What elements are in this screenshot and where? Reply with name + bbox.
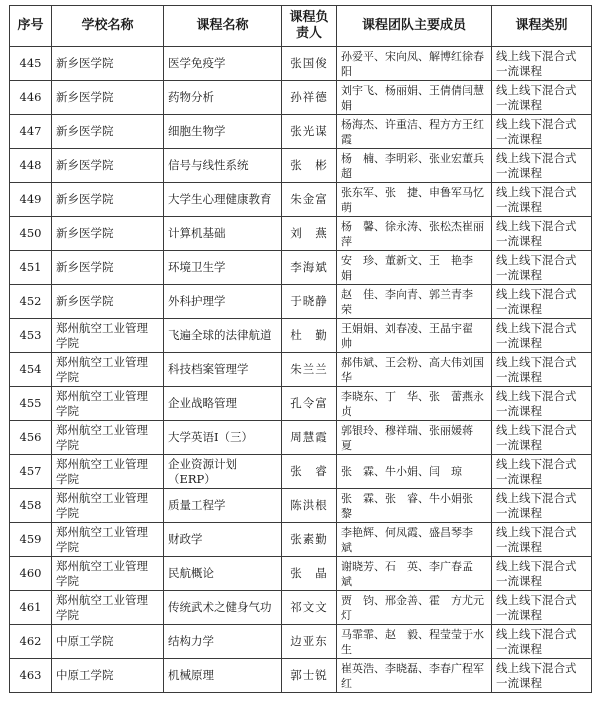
table-row xyxy=(10,557,592,591)
cell-no: 446 xyxy=(10,81,52,115)
cell-lead: 于晓静 xyxy=(282,285,337,319)
cell-members: 张 霖、张 睿、牛小娟张 黎 xyxy=(337,489,492,523)
cell-course: 机械原理 xyxy=(164,659,282,693)
cell-course: 企业资源计划（ERP） xyxy=(164,455,282,489)
table-row xyxy=(10,47,592,81)
cell-lead: 张 睿 xyxy=(282,455,337,489)
cell-course: 外科护理学 xyxy=(164,285,282,319)
cell-no: 449 xyxy=(10,183,52,217)
cell-course: 大学英语Ⅰ（三） xyxy=(164,421,282,455)
table-row xyxy=(10,353,592,387)
table-row xyxy=(10,183,592,217)
cell-school: 郑州航空工业管理学院 xyxy=(52,319,164,353)
cell-lead: 张素勤 xyxy=(282,523,337,557)
header-school: 学校名称 xyxy=(52,6,164,47)
cell-lead: 刘 燕 xyxy=(282,217,337,251)
cell-course: 科技档案管理学 xyxy=(164,353,282,387)
cell-school: 郑州航空工业管理学院 xyxy=(52,421,164,455)
cell-lead: 张 晶 xyxy=(282,557,337,591)
table-row xyxy=(10,455,592,489)
cell-school: 新乡医学院 xyxy=(52,251,164,285)
cell-lead: 孙祥德 xyxy=(282,81,337,115)
table-row xyxy=(10,489,592,523)
cell-type: 线上线下混合式一流课程 xyxy=(492,251,592,285)
cell-type: 线上线下混合式一流课程 xyxy=(492,591,592,625)
cell-type: 线上线下混合式一流课程 xyxy=(492,523,592,557)
cell-type: 线上线下混合式一流课程 xyxy=(492,115,592,149)
cell-course: 信号与线性系统 xyxy=(164,149,282,183)
cell-members: 杨海杰、许重洁、程方方王红霞 xyxy=(337,115,492,149)
cell-no: 447 xyxy=(10,115,52,149)
cell-no: 454 xyxy=(10,353,52,387)
cell-type: 线上线下混合式一流课程 xyxy=(492,285,592,319)
cell-type: 线上线下混合式一流课程 xyxy=(492,625,592,659)
cell-lead: 张 彬 xyxy=(282,149,337,183)
table-row xyxy=(10,591,592,625)
cell-members: 杨 楠、李明彩、张业宏董兵超 xyxy=(337,149,492,183)
cell-lead: 陈洪根 xyxy=(282,489,337,523)
cell-lead: 朱兰兰 xyxy=(282,353,337,387)
cell-lead: 边亚东 xyxy=(282,625,337,659)
cell-type: 线上线下混合式一流课程 xyxy=(492,557,592,591)
cell-members: 郭银玲、穆祥瑞、张丽媛蒋 夏 xyxy=(337,421,492,455)
cell-lead: 孔令富 xyxy=(282,387,337,421)
cell-no: 463 xyxy=(10,659,52,693)
cell-lead: 杜 勤 xyxy=(282,319,337,353)
cell-members: 崔英浩、李晓磊、李春广程军红 xyxy=(337,659,492,693)
cell-lead: 周慧霞 xyxy=(282,421,337,455)
table-row xyxy=(10,421,592,455)
cell-course: 大学生心理健康教育 xyxy=(164,183,282,217)
cell-course: 药物分析 xyxy=(164,81,282,115)
cell-members: 张 霖、牛小娟、闫 琼 xyxy=(337,455,492,489)
cell-no: 457 xyxy=(10,455,52,489)
cell-members: 马霏霏、赵 毅、程莹莹于水生 xyxy=(337,625,492,659)
cell-school: 新乡医学院 xyxy=(52,149,164,183)
cell-course: 财政学 xyxy=(164,523,282,557)
cell-members: 贾 钧、邢金善、霍 方尤元灯 xyxy=(337,591,492,625)
cell-course: 质量工程学 xyxy=(164,489,282,523)
header-members: 课程团队主要成员 xyxy=(337,6,492,47)
cell-type: 线上线下混合式一流课程 xyxy=(492,353,592,387)
cell-school: 郑州航空工业管理学院 xyxy=(52,353,164,387)
cell-lead: 朱金富 xyxy=(282,183,337,217)
cell-school: 郑州航空工业管理学院 xyxy=(52,557,164,591)
table-row xyxy=(10,149,592,183)
cell-school: 中原工学院 xyxy=(52,659,164,693)
cell-no: 456 xyxy=(10,421,52,455)
table-row xyxy=(10,319,592,353)
cell-members: 杨 馨、徐永涛、张松杰崔丽萍 xyxy=(337,217,492,251)
header-course: 课程名称 xyxy=(164,6,282,47)
cell-members: 李晓东、丁 华、张 蕾燕永贞 xyxy=(337,387,492,421)
page xyxy=(9,5,592,693)
cell-lead: 李海斌 xyxy=(282,251,337,285)
cell-type: 线上线下混合式一流课程 xyxy=(492,387,592,421)
cell-type: 线上线下混合式一流课程 xyxy=(492,47,592,81)
cell-type: 线上线下混合式一流课程 xyxy=(492,421,592,455)
cell-lead: 祁文文 xyxy=(282,591,337,625)
cell-no: 451 xyxy=(10,251,52,285)
cell-course: 企业战略管理 xyxy=(164,387,282,421)
cell-members: 李艳辉、何凤霞、盛昌琴李 斌 xyxy=(337,523,492,557)
cell-members: 王娟娟、刘春凌、王晶宇翟 帅 xyxy=(337,319,492,353)
cell-school: 郑州航空工业管理学院 xyxy=(52,489,164,523)
cell-lead: 张国俊 xyxy=(282,47,337,81)
cell-no: 455 xyxy=(10,387,52,421)
cell-course: 结构力学 xyxy=(164,625,282,659)
cell-school: 新乡医学院 xyxy=(52,81,164,115)
table-row xyxy=(10,387,592,421)
cell-course: 医学免疫学 xyxy=(164,47,282,81)
cell-no: 450 xyxy=(10,217,52,251)
cell-no: 445 xyxy=(10,47,52,81)
cell-course: 计算机基础 xyxy=(164,217,282,251)
table-row xyxy=(10,625,592,659)
cell-type: 线上线下混合式一流课程 xyxy=(492,149,592,183)
table-row xyxy=(10,285,592,319)
cell-type: 线上线下混合式一流课程 xyxy=(492,489,592,523)
cell-school: 新乡医学院 xyxy=(52,217,164,251)
cell-members: 谢晓芳、石 英、李广春孟 斌 xyxy=(337,557,492,591)
table-row xyxy=(10,659,592,693)
cell-members: 安 珍、董新文、王 艳李 娟 xyxy=(337,251,492,285)
cell-course: 飞遍全球的法律航道 xyxy=(164,319,282,353)
table-row xyxy=(10,523,592,557)
cell-type: 线上线下混合式一流课程 xyxy=(492,217,592,251)
cell-school: 郑州航空工业管理学院 xyxy=(52,591,164,625)
cell-school: 郑州航空工业管理学院 xyxy=(52,523,164,557)
cell-school: 新乡医学院 xyxy=(52,115,164,149)
cell-lead: 郭士锐 xyxy=(282,659,337,693)
table-row xyxy=(10,81,592,115)
cell-school: 新乡医学院 xyxy=(52,183,164,217)
header-row xyxy=(10,6,592,47)
cell-no: 460 xyxy=(10,557,52,591)
header-no: 序号 xyxy=(10,6,52,47)
cell-school: 郑州航空工业管理学院 xyxy=(52,387,164,421)
cell-school: 新乡医学院 xyxy=(52,47,164,81)
table-row xyxy=(10,217,592,251)
cell-members: 郝伟斌、王会粉、高大伟刘国华 xyxy=(337,353,492,387)
header-lead: 课程负责人 xyxy=(282,6,337,47)
cell-type: 线上线下混合式一流课程 xyxy=(492,183,592,217)
course-table xyxy=(9,5,592,693)
cell-type: 线上线下混合式一流课程 xyxy=(492,81,592,115)
cell-school: 中原工学院 xyxy=(52,625,164,659)
table-row xyxy=(10,115,592,149)
cell-type: 线上线下混合式一流课程 xyxy=(492,455,592,489)
cell-members: 刘宇飞、杨丽娟、王倩倩闫慧娟 xyxy=(337,81,492,115)
cell-course: 民航概论 xyxy=(164,557,282,591)
cell-school: 郑州航空工业管理学院 xyxy=(52,455,164,489)
cell-no: 453 xyxy=(10,319,52,353)
cell-lead: 张光谋 xyxy=(282,115,337,149)
cell-course: 环境卫生学 xyxy=(164,251,282,285)
cell-school: 新乡医学院 xyxy=(52,285,164,319)
header-type: 课程类别 xyxy=(492,6,592,47)
cell-no: 458 xyxy=(10,489,52,523)
table-body xyxy=(10,47,592,693)
cell-type: 线上线下混合式一流课程 xyxy=(492,319,592,353)
cell-no: 461 xyxy=(10,591,52,625)
cell-course: 传统武术之健身气功 xyxy=(164,591,282,625)
table-row xyxy=(10,251,592,285)
cell-no: 459 xyxy=(10,523,52,557)
cell-type: 线上线下混合式一流课程 xyxy=(492,659,592,693)
cell-members: 赵 佳、李向青、郭兰青李 荣 xyxy=(337,285,492,319)
cell-no: 452 xyxy=(10,285,52,319)
cell-members: 孙爱平、宋向凤、解博红徐春阳 xyxy=(337,47,492,81)
cell-course: 细胞生物学 xyxy=(164,115,282,149)
cell-members: 张东军、张 捷、申鲁军马忆萌 xyxy=(337,183,492,217)
cell-no: 462 xyxy=(10,625,52,659)
cell-no: 448 xyxy=(10,149,52,183)
